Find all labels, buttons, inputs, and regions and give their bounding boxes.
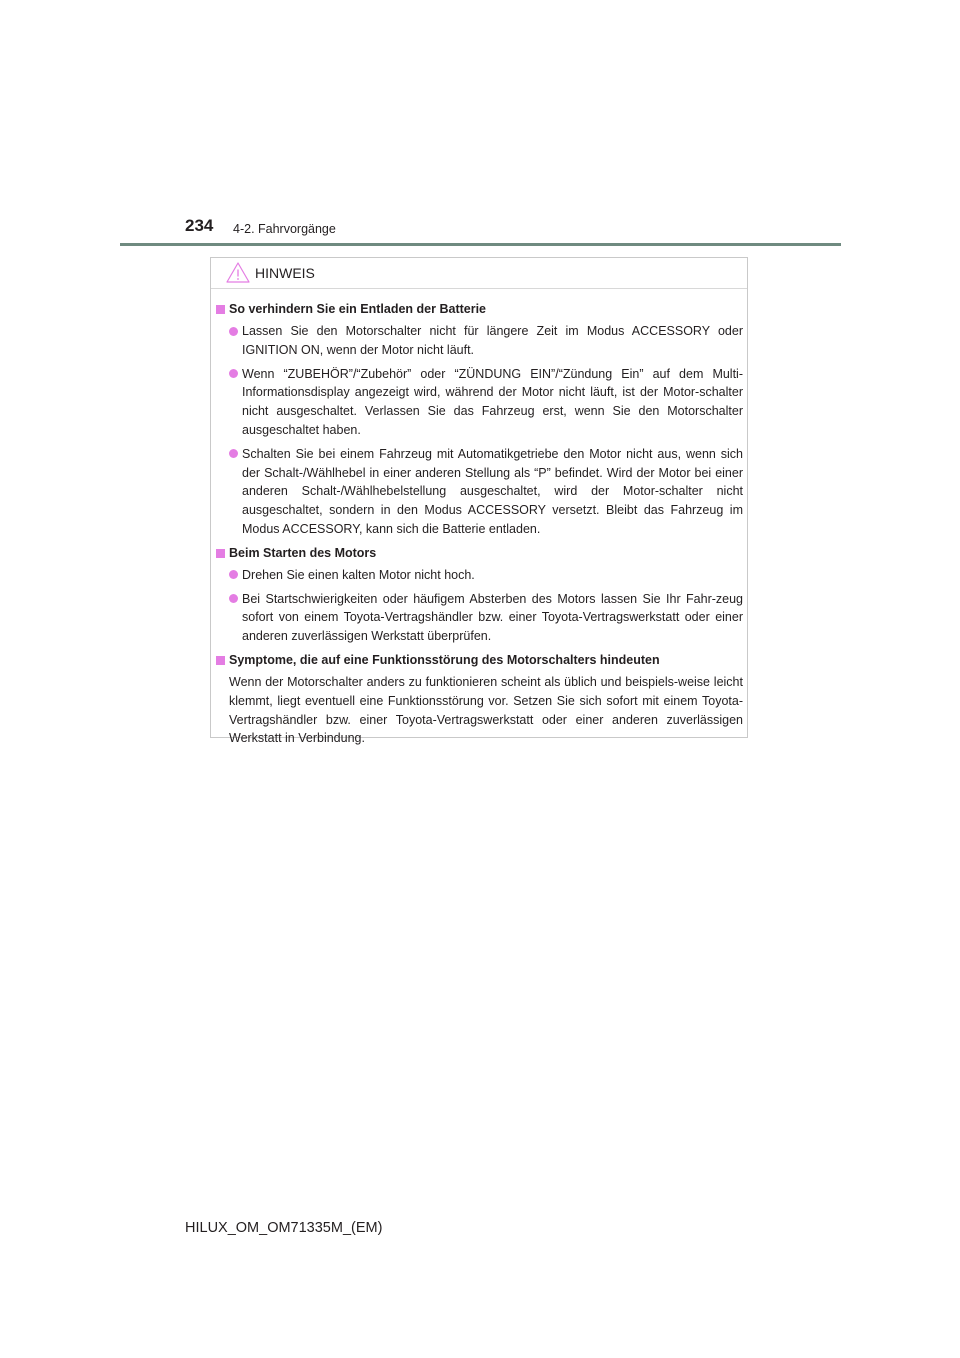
list-item-text: Schalten Sie bei einem Fahrzeug mit Automatikgetriebe den Motor nicht aus, wenn sich der Schalt-/Wählhebel in einer anderen Stellung als “P” befindet. Wird der Motor bei einer anderen Schalt-/Wählhebelstellung ausgeschaltet, wird der Motor-schalter nicht ausgeschaltet, sondern in den Modus ACCESSORY versetzt. Bleibt das Fahrzeug im Modus ACCESSORY, kann sich die Batterie entladen. [242,446,743,536]
circle-bullet-icon [229,369,238,378]
section-heading [216,300,743,319]
notice-title: HINWEIS [255,265,315,281]
list-item-text: Wenn “ZUBEHÖR”/“Zubehör” oder “ZÜNDUNG EIN”/“Zündung Ein” auf dem Multi-Informationsdisplay angezeigt wird, während der Motor nicht läuft, ist der Motor-schalter nicht ausgeschaltet. Verlassen Sie das Fahrzeug erst, wenn Sie den Motorschalter ausgeschaltet haben. [242,366,743,437]
circle-bullet-icon [229,594,238,603]
section-paragraph: Wenn der Motorschalter anders zu funktionieren scheint als üblich und beispiels-weise leicht klemmt, liegt eventuell eine Funktionsstörung vor. Setzen Sie sich sofort mit einem Toyota-Vertragshändler bzw. einer Toyota-Vertragswerkstatt oder einer anderen zuverlässigen Werkstatt in Verbindung. [229,674,743,746]
list-item [216,322,743,360]
header-divider [120,243,841,246]
notice-header [211,258,747,289]
warning-triangle-icon [226,262,250,283]
list-item [216,566,743,585]
section-heading-text: So verhindern Sie ein Entladen der Batterie [229,302,487,316]
square-bullet-icon [216,549,225,558]
square-bullet-icon [216,305,225,314]
circle-bullet-icon [229,570,238,579]
section-heading-text: Symptome, die auf eine Funktionsstörung des Motorschalters hindeuten [229,652,660,667]
circle-bullet-icon [229,449,238,458]
square-bullet-icon [216,656,225,665]
notice-content [216,300,743,752]
section-heading [216,651,743,670]
section-title: 4-2. Fahrvorgänge [233,222,336,236]
list-item-text: Drehen Sie einen kalten Motor nicht hoch. [242,567,475,582]
notice-box [210,257,748,746]
list-item-text: Lassen Sie den Motorschalter nicht für längere Zeit im Modus ACCESSORY oder IGNITION ON, wenn der Motor nicht läuft. [242,324,743,357]
list-item [216,590,743,646]
section-heading [216,544,743,563]
list-item [216,445,743,539]
section-heading-text: Beim Starten des Motors [229,545,377,560]
list-item [216,365,743,440]
circle-bullet-icon [229,327,238,336]
footer-document-code: HILUX_OM_OM71335M_(EM) [185,1220,383,1236]
page-number: 234 [185,216,214,235]
list-item-text: Bei Startschwierigkeiten oder häufigem Absterben des Motors lassen Sie Ihr Fahr-zeug sofort von einem Toyota-Vertragshändler bzw. einer Toyota-Vertragswerkstatt oder einer anderen zuverlässigen Werkstatt überprüfen. [242,591,743,644]
